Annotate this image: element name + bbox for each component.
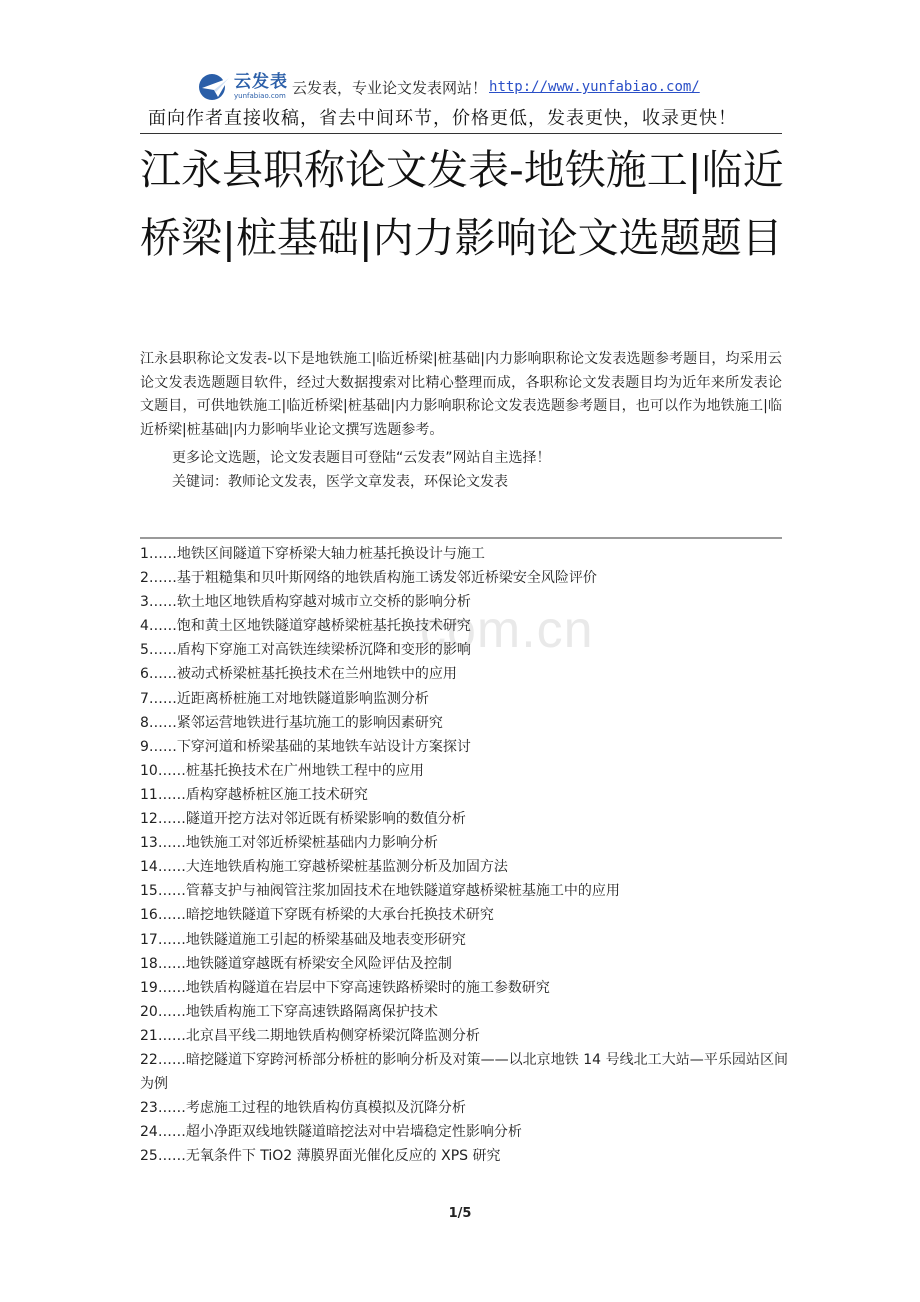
keywords-line: 关键词：教师论文发表，医学文章发表，环保论文发表 xyxy=(172,474,508,490)
topic-item: 1……地铁区间隧道下穿桥梁大轴力桩基托换设计与施工 xyxy=(140,546,485,562)
page-number: 1/5 xyxy=(448,1206,472,1221)
topic-item: 11……盾构穿越桥桩区施工技术研究 xyxy=(140,786,368,803)
topic-item: 19……地铁盾构隧道在岩层中下穿高速铁路桥梁时的施工参数研究 xyxy=(140,979,550,996)
topic-item: 5……盾构下穿施工对高铁连续梁桥沉降和变形的影响 xyxy=(140,642,471,659)
topic-item: 10……桩基托换技术在广州地铁工程中的应用 xyxy=(140,762,424,779)
topic-item: 2……基于粗糙集和贝叶斯网络的地铁盾构施工诱发邻近桥梁安全风险评价 xyxy=(140,570,597,587)
site-header xyxy=(196,70,700,104)
topic-item: 16……暗挖地铁隧道下穿既有桥梁的大承台托换技术研究 xyxy=(140,907,494,924)
topic-item: 17……地铁隧道施工引起的桥梁基础及地表变形研究 xyxy=(140,931,466,948)
topic-item: 12……隧道开挖方法对邻近既有桥梁影响的数值分析 xyxy=(140,811,466,828)
topic-item: 7……近距离桥桩施工对地铁隧道影响监测分析 xyxy=(140,690,429,707)
paper-plane-logo-icon xyxy=(196,72,232,102)
topic-item: 20……地铁盾构施工下穿高速铁路隔离保护技术 xyxy=(140,1003,438,1020)
header-divider xyxy=(140,133,782,134)
topic-item: 22……暗挖隧道下穿跨河桥部分桥桩的影响分析及对策——以北京地铁 14 号线北工大站—平乐园站区间为例 xyxy=(140,1051,788,1093)
topic-item: 8……紧邻运营地铁进行基坑施工的影响因素研究 xyxy=(140,714,443,731)
topic-item: 6……被动式桥梁桩基托换技术在兰州地铁中的应用 xyxy=(140,666,457,683)
site-logo[interactable] xyxy=(196,72,288,102)
intro-paragraph: 江永县职称论文发表-以下是地铁施工|临近桥梁|桩基础|内力影响职称论文发表选题参考题目，均采用云论文发表选题题目软件，经过大数据搜索对比精心整理而成，各职称论文发表题目均为近年来所发表论文题目，可供地铁施工|临近桥梁|桩基础|内力影响职称论文发表选题参考题目，也可以作为地铁施工|临近桥梁|桩基础|内力影响毕业论文撰写选题参考。 xyxy=(140,351,782,438)
topic-item: 9……下穿河道和桥梁基础的某地铁车站设计方案探讨 xyxy=(140,738,471,755)
topic-item: 15……管幕支护与袖阀管注浆加固技术在地铁隧道穿越桥梁桩基施工中的应用 xyxy=(140,883,620,900)
topic-item: 24……超小净距双线地铁隧道暗挖法对中岩墙稳定性影响分析 xyxy=(140,1124,522,1141)
topic-item: 14……大连地铁盾构施工穿越桥梁桩基监测分析及加固方法 xyxy=(140,859,508,876)
topic-item: 13……地铁施工对邻近桥梁桩基础内力影响分析 xyxy=(140,835,438,852)
tagline: 面向作者直接收稿，省去中间环节，价格更低，发表更快，收录更快！ xyxy=(148,108,737,129)
topic-item: 3……软土地区地铁盾构穿越对城市立交桥的影响分析 xyxy=(140,594,471,611)
topic-item: 18……地铁隧道穿越既有桥梁安全风险评估及控制 xyxy=(140,955,452,972)
topic-list xyxy=(140,542,788,1168)
logo-domain: yunfabiao.com xyxy=(234,92,286,100)
topic-item: 23……考虑施工过程的地铁盾构仿真模拟及沉降分析 xyxy=(140,1100,466,1117)
topic-item: 21……北京昌平线二期地铁盾构侧穿桥梁沉降监测分析 xyxy=(140,1027,480,1044)
topic-item: 4……饱和黄土区地铁隧道穿越桥梁桩基托换技术研究 xyxy=(140,618,471,635)
watermark: com.cn xyxy=(420,601,594,659)
site-slogan: 云发表，专业论文发表网站！ xyxy=(292,78,488,97)
page-title: 江永县职称论文发表-地铁施工|临近桥梁|桩基础|内力影响论文选题题目 xyxy=(140,146,784,262)
topic-item: 25……无氧条件下 TiO2 薄膜界面光催化反应的 XPS 研究 xyxy=(140,1148,501,1165)
site-link[interactable]: http://www.yunfabiao.com/ xyxy=(489,79,700,95)
list-divider xyxy=(140,537,782,539)
logo-wordmark: 云发表 xyxy=(234,72,288,92)
more-topics-note: 更多论文选题，论文发表题目可登陆“云发表”网站自主选择！ xyxy=(172,450,551,466)
